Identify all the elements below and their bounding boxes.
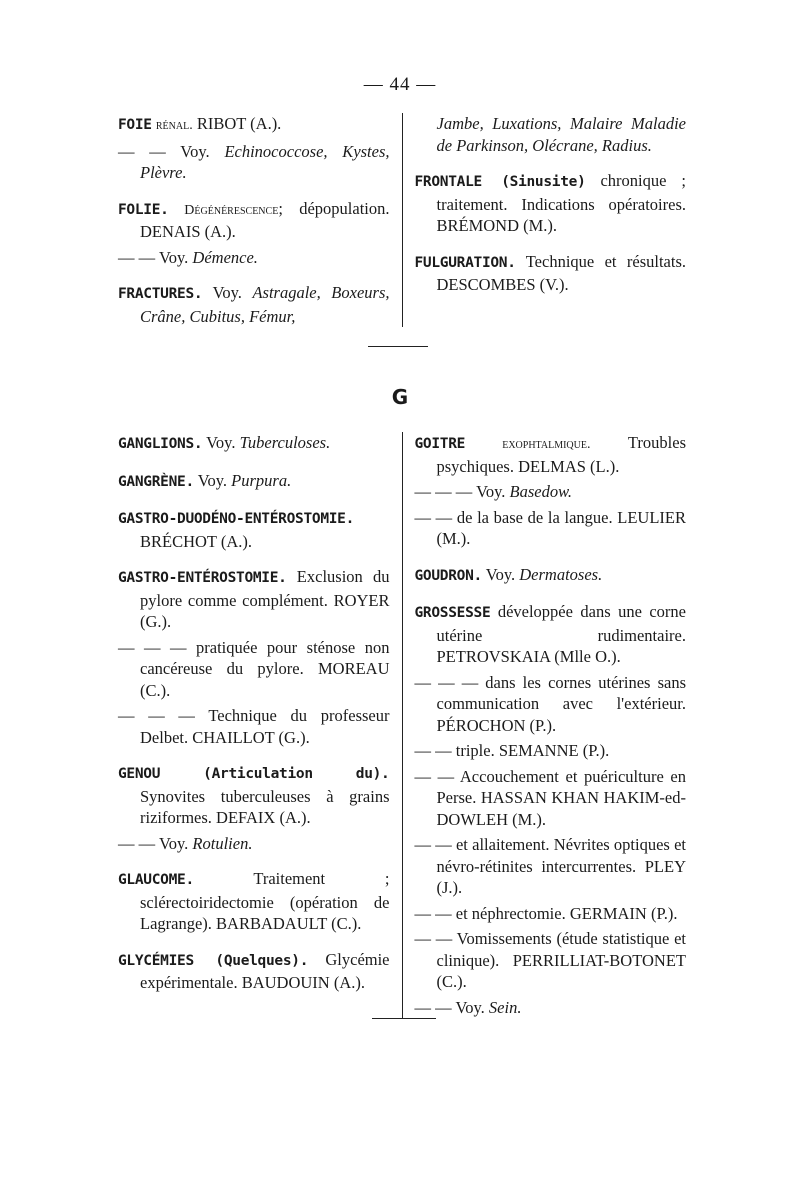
entry-grossesse — [415, 601, 687, 668]
entry-sub: — — — Technique du professeur Delbet. CHAILLOT (G.). — [118, 706, 390, 747]
headword: GOUDRON. — [414, 567, 482, 584]
headword: GASTRO-DUODÉNO-ENTÉROSTOMIE. — [118, 511, 355, 527]
headword: FOLIE. — [118, 201, 169, 218]
section-g — [118, 432, 686, 1018]
see-also: Sein. — [488, 997, 522, 1017]
entry-ganglions — [118, 432, 390, 456]
headword: FULGURATION. — [414, 254, 516, 271]
headword: GROSSESSE — [414, 605, 491, 621]
entry-text: ; dépopulation. DENAIS (A.). — [140, 198, 390, 241]
dash-ref: — — Voy. — [118, 833, 193, 853]
entry-sub: — — — pratiquée pour sténose non cancéreuse du pylore. MOREAU (C.). — [118, 637, 390, 700]
entry-gangrene — [118, 470, 390, 494]
entry-folie-see-also — [118, 247, 390, 269]
see-also: Astragale, Boxeurs, Crâne, Cubitus, Fémur, — [140, 283, 390, 326]
headword: FRONTALE (Sinusite) — [414, 174, 586, 190]
column-left — [118, 113, 402, 327]
dash-ref: — — Voy. — [118, 247, 193, 267]
entry-folie — [118, 198, 390, 243]
page-number: — 44 — — [363, 74, 437, 95]
entry-text: RIBOT (A.). — [192, 114, 282, 133]
entry-fractures — [118, 282, 390, 327]
section-f — [118, 113, 686, 327]
entry-foie-see-also — [118, 141, 390, 184]
section-letter: G — [391, 385, 409, 409]
see-also: Echinococcose, Kystes, Plèvre. — [140, 141, 390, 182]
headword: FRACTURES. — [118, 286, 203, 302]
entry-frontale — [415, 170, 687, 237]
see-also: Rotulien. — [192, 833, 253, 853]
entry-genou — [118, 762, 390, 829]
entry-text: Voy. — [202, 433, 240, 452]
headword: GLAUCOME. — [118, 872, 194, 888]
entry-gastro-duodeno — [118, 507, 390, 552]
divider-rule — [372, 1018, 436, 1019]
headword: GANGLIONS. — [118, 436, 203, 452]
column-right — [402, 113, 687, 327]
entry-foie — [118, 113, 390, 137]
entry-sub: — — et néphrectomie. GERMAIN (P.). — [414, 903, 678, 923]
entry-glycemies — [118, 949, 390, 994]
entry-text: Synovites tuberculeuses à grains riziformes. DEFAIX (A.). — [140, 786, 390, 827]
entry-sub: — — de la base de la langue. LEULIER (M.). — [414, 507, 686, 548]
entry-goitre-see-also — [415, 481, 687, 503]
see-also: Jambe, Luxations, Malaire Maladie de Parkinson, Olécrane, Radius. — [436, 114, 686, 155]
dash-ref: — — — Voy. — [414, 482, 510, 501]
entry-sub: — — — dans les cornes utérines sans communication avec l'extérieur. PÉROCHON (P.). — [414, 672, 686, 735]
entry-sub: — — triple. SEMANNE (P.). — [414, 741, 610, 760]
entry-fractures-continued — [415, 113, 687, 156]
dash-ref: — — Voy. — [118, 141, 225, 161]
entry-text: Exclusion du pylore comme complément. ROYER (G.). — [140, 567, 390, 631]
entry-text: Voy. — [193, 470, 232, 490]
qualifier: rénal. — [155, 118, 193, 133]
divider-rule — [368, 346, 428, 347]
entry-text: Troubles psychiques. DELMAS (L.). — [436, 433, 686, 476]
headword: GENOU (Articulation du). — [118, 766, 390, 782]
headword: GASTRO-ENTÉROSTOMIE. — [118, 570, 287, 586]
entry-text: Glycémie expérimentale. BAUDOUIN (A.). — [140, 949, 390, 992]
column-right — [402, 432, 687, 1018]
entry-sub: — — Vomissements (étude statistique et clinique). PERRILLIAT-BOTONET (C.). — [414, 929, 686, 991]
qualifier: Dégénérescence — [168, 202, 279, 218]
entry-glaucome — [118, 868, 390, 935]
entry-text: Traitement ; sclérectoiridectomie (opération de Lagrange). BARBADAULT (C.). — [140, 869, 390, 933]
entry-goudron — [415, 564, 687, 588]
entry-genou-see-also — [118, 833, 390, 855]
column-left — [118, 432, 402, 1018]
headword: FOIE — [118, 117, 152, 133]
see-also: Démence. — [192, 247, 258, 267]
entry-grossesse-see-also — [415, 997, 687, 1019]
see-also: Dermatoses. — [519, 564, 603, 584]
entry-sub: — — et allaitement. Névrites optiques et névro-rétinites intercurrentes. PLEY (J.). — [414, 835, 686, 897]
see-also: Purpura. — [231, 470, 292, 490]
headword: GANGRÈNE. — [118, 473, 194, 490]
entry-fulguration — [415, 251, 687, 296]
entry-text: chronique ; traitement. Indications opératoires. BRÉMOND (M.). — [436, 171, 687, 235]
entry-sub: — — Accouchement et puériculture en Perse. HASSAN KHAN HAKIM-ed-DOWLEH (M.). — [414, 766, 686, 829]
dash-ref: — — Voy. — [414, 997, 489, 1017]
entry-text: développée dans une corne utérine rudimentaire. PETROVSKAIA (Mlle O.). — [436, 602, 686, 666]
entry-text: Voy. — [481, 564, 520, 584]
headword: GOITRE — [414, 436, 466, 452]
headword: GLYCÉMIES (Quelques). — [118, 952, 309, 969]
entry-text: BRÉCHOT (A.). — [140, 531, 252, 551]
entry-goitre — [415, 432, 687, 477]
entry-text: Technique et résultats. DESCOMBES (V.). — [436, 251, 686, 294]
entry-text: Voy. — [202, 283, 253, 302]
see-also: Basedow. — [509, 482, 573, 501]
see-also: Tuberculoses. — [239, 433, 331, 452]
qualifier: exophtalmique. — [465, 437, 591, 452]
entry-gastro-enterostomie — [118, 566, 390, 633]
